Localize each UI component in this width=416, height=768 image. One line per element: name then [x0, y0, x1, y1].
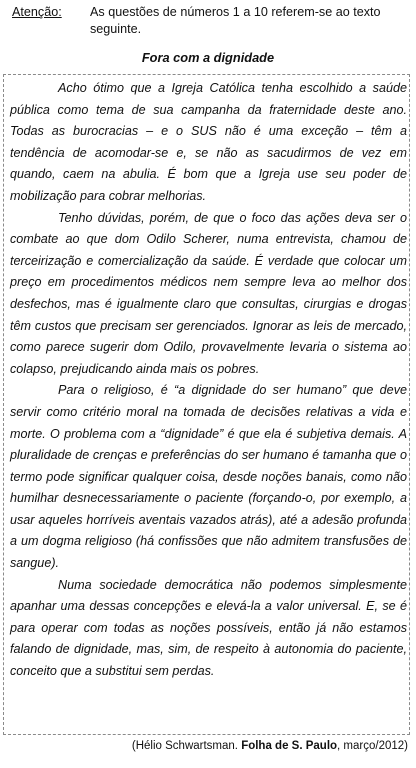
source-citation: [132, 740, 408, 752]
article-body: [10, 78, 407, 683]
article-title: Fora com a dignidade: [141, 50, 275, 65]
attention-label: Atenção:: [12, 5, 62, 19]
paragraph-1: Acho ótimo que a Igreja Católica tenha escolhido a saúde pública como tema de sua campanha da fraternidade deste ano. Todas as burocracias – e o SUS não é uma exceção – têm a tendência de acomodar-se e, se não as sacudirmos de vez em quando, caem na abulia. É bom que a Igreja use seu poder de mobilização para cobrar melhorias.: [10, 81, 407, 203]
instruction-text: As questões de números 1 a 10 referem-se ao texto seguinte.: [90, 5, 381, 36]
paragraph-2: Tenho dúvidas, porém, de que o foco das ações deva ser o combate ao que dom Odilo Scherer, numa entrevista, chamou de terceirização e comercialização da saúde. É verdade que colocar um preço em procedimentos médicos nem sempre leva ao melhor dos desfechos, mas é igualmente claro que consultas, cirurgias e drogas têm custos que precisam ser gerenciados. Ignorar as leis de mercado, como parece sugerir dom Odilo, provavelmente levaria o sistema ao colapso, prejudicando ainda mais os pobres.: [10, 210, 407, 376]
source-publication: Folha de S. Paulo: [241, 740, 338, 752]
paragraph-3: Para o religioso, é “a dignidade do ser humano” que deve servir como critério moral na tomada de decisões relativas a vida e morte. O problema com a “dignidade” é que ela é subjetiva demais. A pluralidade de crenças e preferências do ser humano é tamanha que o termo pode significar qualquer coisa, desde noções banais, como não humilhar desnecessariamente o paciente (forçando-o, por exemplo, a usar aqueles horríveis aventais vazados atrás), até a adesão profunda a um dogma religioso (há confissões que não admitem transfusões de sangue).: [10, 383, 407, 571]
source-prefix: (Hélio Schwartsman.: [131, 740, 242, 752]
source-suffix: , março/2012): [337, 740, 408, 752]
paragraph-4: Numa sociedade democrática não podemos simplesmente apanhar uma dessas concepções e elevá-la a valor universal. E, se é para operar com todas as noções possíveis, então já não estamos falando de dignidade, mas, sim, de respeito à autonomia do paciente, conceito que a substitui sem perdas.: [10, 577, 407, 679]
